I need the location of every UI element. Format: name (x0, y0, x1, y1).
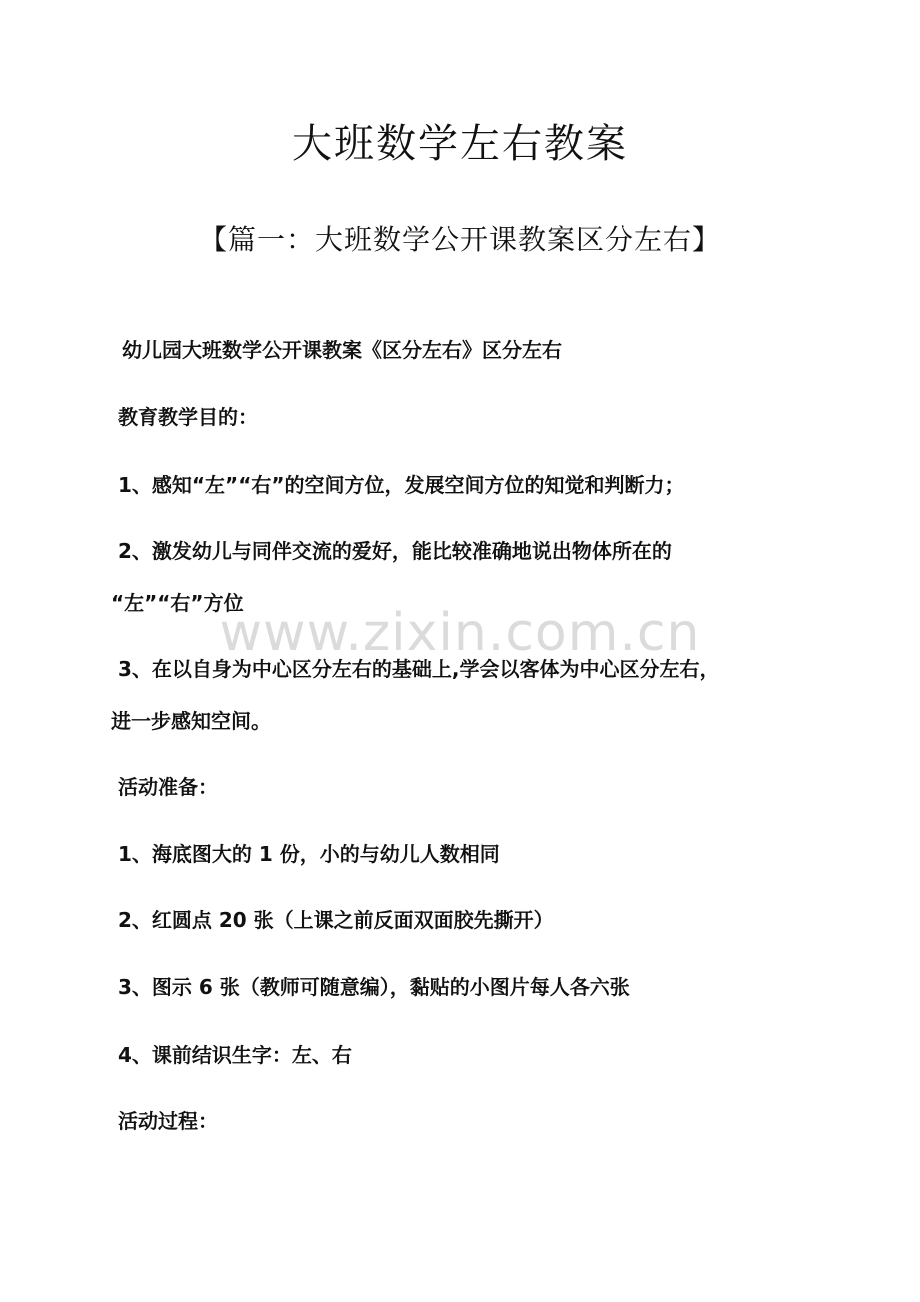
process-label: 活动过程： (118, 1109, 218, 1133)
watermark-text: www.zixin.com.cn (219, 603, 701, 663)
prep-item-2: 2、红圆点 20 张（上课之前反面双面胶先撕开） (118, 908, 554, 932)
goals-label: 教育教学目的： (118, 405, 258, 429)
goal-1: 1、感知“左”“右”的空间方位，发展空间方位的知觉和判断力； (118, 473, 685, 497)
prep-item-4: 4、课前结识生字：左、右 (118, 1043, 352, 1067)
document-title: 大班数学左右教案 (292, 121, 628, 167)
heading-line: 幼儿园大班数学公开课教案《区分左右》区分左右 (122, 338, 562, 362)
goal-2-line-2: “左”“右”方位 (111, 591, 244, 615)
goal-2-line-1: 2、激发幼儿与同伴交流的爱好，能比较准确地说出物体所在的 (118, 539, 672, 563)
goal-3-line-2: 进一步感知空间。 (111, 709, 271, 733)
goal-3-line-1: 3、在以自身为中心区分左右的基础上,学会以客体为中心区分左右， (118, 657, 720, 681)
prep-label: 活动准备： (118, 775, 218, 799)
prep-item-3: 3、图示 6 张（教师可随意编），黏贴的小图片每人各六张 (118, 975, 630, 999)
document-subtitle: 【篇一：大班数学公开课教案区分左右】 (198, 223, 721, 256)
prep-item-1: 1、海底图大的 1 份，小的与幼儿人数相同 (118, 842, 500, 866)
